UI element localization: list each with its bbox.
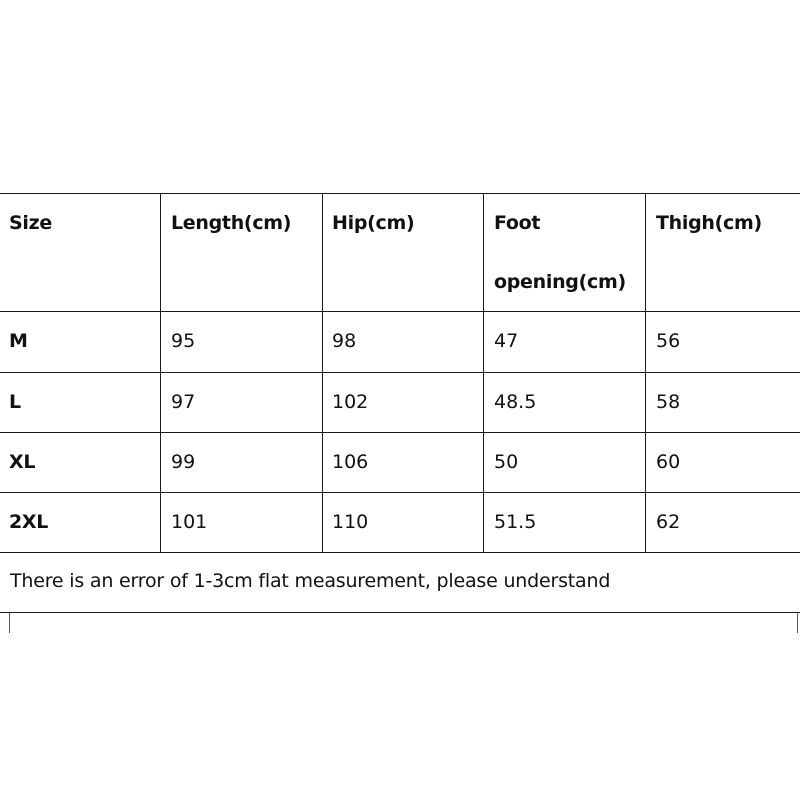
length-value: 101 <box>171 511 208 533</box>
foot-opening-value: 48.5 <box>494 391 537 413</box>
hip-value: 102 <box>332 391 369 413</box>
column-divider <box>322 193 323 553</box>
table-rule <box>0 372 800 373</box>
measurement-note: There is an error of 1-3cm flat measurement, please understand <box>10 570 611 592</box>
size-label: M <box>9 330 28 352</box>
table-rule <box>0 492 800 493</box>
hip-value: 110 <box>332 511 369 533</box>
edge-mark <box>797 613 798 633</box>
header-thigh: Thigh(cm) <box>656 212 762 234</box>
column-divider <box>483 193 484 553</box>
thigh-value: 56 <box>656 330 681 352</box>
length-value: 99 <box>171 451 196 473</box>
table-rule <box>0 552 800 553</box>
column-divider <box>645 193 646 553</box>
thigh-value: 58 <box>656 391 681 413</box>
length-value: 95 <box>171 330 196 352</box>
length-value: 97 <box>171 391 196 413</box>
header-hip: Hip(cm) <box>332 212 415 234</box>
header-foot-opening-line1: Foot <box>494 212 541 234</box>
hip-value: 98 <box>332 330 357 352</box>
header-length: Length(cm) <box>171 212 292 234</box>
table-rule <box>0 311 800 312</box>
foot-opening-value: 50 <box>494 451 519 473</box>
edge-mark <box>9 613 10 633</box>
header-foot-opening-line2: opening(cm) <box>494 271 626 293</box>
column-divider <box>160 193 161 553</box>
foot-opening-value: 47 <box>494 330 519 352</box>
header-size: Size <box>9 212 52 234</box>
size-label: XL <box>9 451 36 473</box>
foot-opening-value: 51.5 <box>494 511 537 533</box>
thigh-value: 62 <box>656 511 681 533</box>
size-label: 2XL <box>9 511 49 533</box>
table-rule <box>0 432 800 433</box>
table-rule <box>0 193 800 194</box>
hip-value: 106 <box>332 451 369 473</box>
thigh-value: 60 <box>656 451 681 473</box>
size-label: L <box>9 391 21 413</box>
table-rule <box>0 612 800 613</box>
